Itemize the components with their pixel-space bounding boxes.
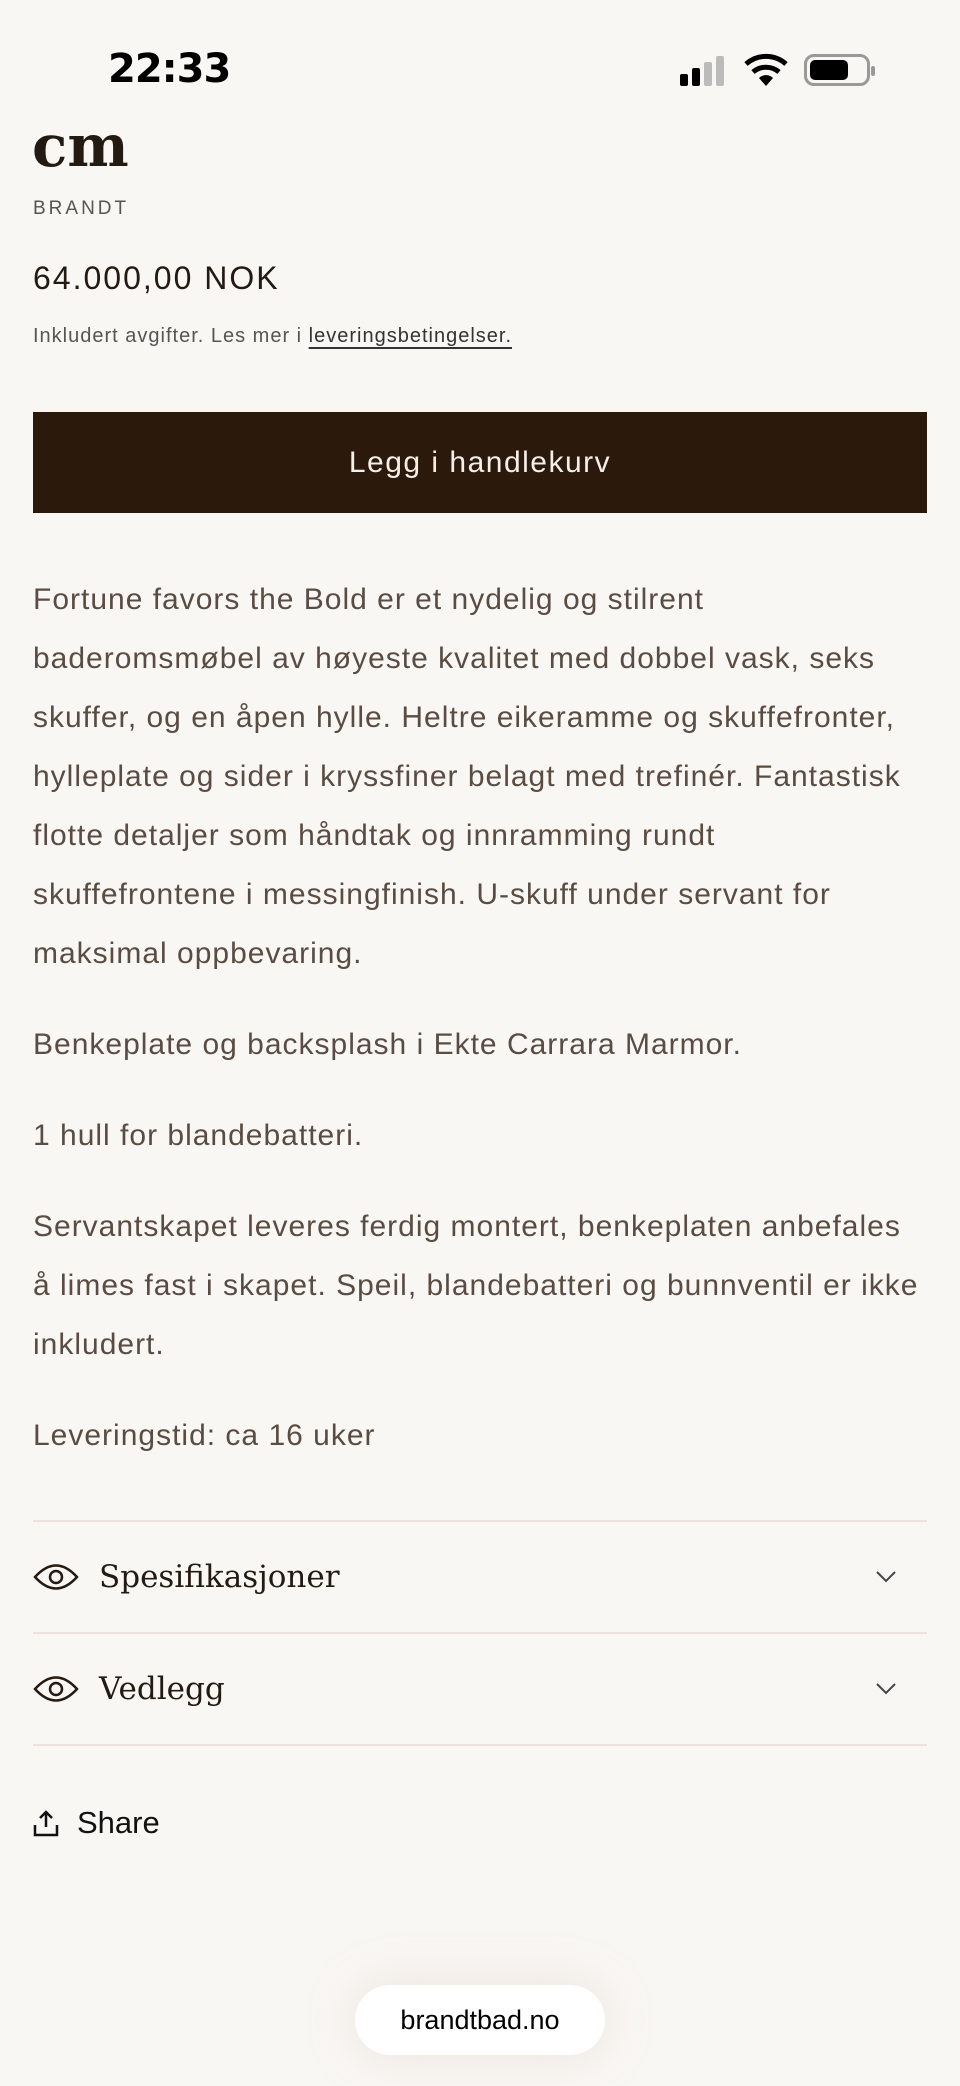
status-time: 22:33 <box>108 46 231 92</box>
shipping-policy-link[interactable]: leveringsbetingelser. <box>308 325 513 347</box>
signal-icon <box>680 56 724 86</box>
chevron-down-icon <box>875 1682 897 1696</box>
battery-icon <box>804 54 870 86</box>
accordion-specifications[interactable] <box>33 1520 927 1632</box>
accordion-label: Spesifikasjoner <box>99 1559 340 1595</box>
description-paragraph: Benkeplate og backsplash i Ekte Carrara Marmor. <box>33 1028 742 1061</box>
tax-note <box>33 325 512 348</box>
wifi-icon <box>744 52 788 88</box>
share-button[interactable] <box>33 1805 160 1841</box>
add-to-cart-button[interactable]: Legg i handlekurv <box>33 412 927 513</box>
description-paragraph: Fortune favors the Bold er et nydelig og stilrent baderomsmøbel av høyeste kvalitet med dobbel vask, seks skuffer, og en åpen hylle. Heltre eikeramme og skuffefronter, hylleplate og sider i kryssfiner belagt med trefinér. Fantastisk flotte detaljer som håndtak og innramming rundt skuffefrontene i messingfinish. U-skuff under servant for maksimal oppbevaring. <box>33 583 901 970</box>
product-price: 64.000,00 NOK <box>33 260 280 296</box>
description-paragraph: Servantskapet leveres ferdig montert, benkeplaten anbefales å limes fast i skapet. Speil, blandebatteri og bunnventil er ikke inkludert. <box>33 1210 919 1361</box>
accordion-label: Vedlegg <box>99 1671 225 1707</box>
eye-icon <box>33 1562 79 1592</box>
description-paragraph: Leveringstid: ca 16 uker <box>33 1419 376 1452</box>
tax-note-text: Inkludert avgifter. Les mer i <box>33 325 309 347</box>
description-paragraph: 1 hull for blandebatteri. <box>33 1119 364 1152</box>
divider <box>33 1744 927 1746</box>
product-title: cm <box>32 112 129 180</box>
share-label: Share <box>77 1805 160 1840</box>
product-vendor: BRANDT <box>33 198 130 219</box>
share-icon <box>33 1809 59 1837</box>
status-bar <box>0 0 960 120</box>
eye-icon <box>33 1674 79 1704</box>
product-description <box>33 570 927 1497</box>
browser-url-pill[interactable]: brandtbad.no <box>355 1985 605 2055</box>
accordion-attachments[interactable] <box>33 1632 927 1744</box>
chevron-down-icon <box>875 1570 897 1584</box>
